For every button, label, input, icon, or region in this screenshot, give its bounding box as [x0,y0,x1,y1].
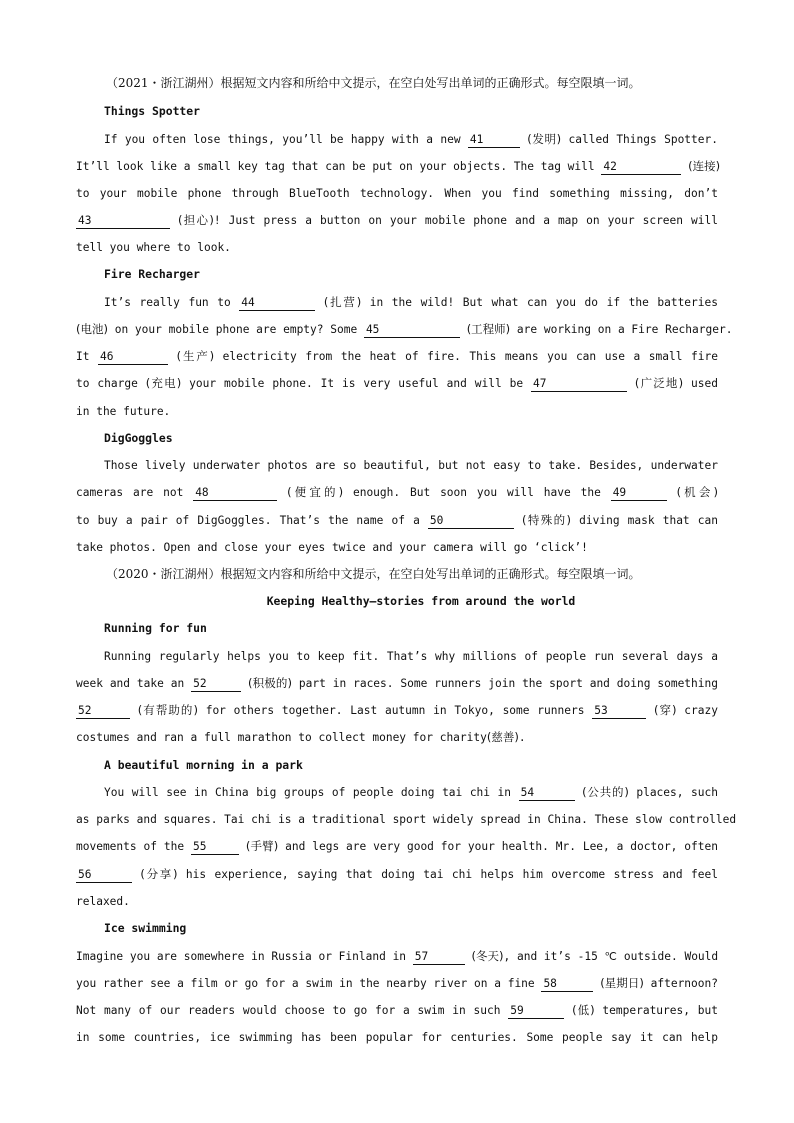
paragraph-line [76,724,718,751]
paragraph-line: as parks and squares. Tai chi is a traditional sport widely spread in China. These slow controlled [76,813,737,826]
text-run: and legs are very good for your health. Mr. Lee, a doctor, often [278,840,718,853]
chinese-hint: (广泛地) [634,376,684,390]
text-run: enough. But soon you will have the [343,486,611,499]
text-run: your mobile phone. It is very useful and will be [181,377,531,390]
paragraph-line: in some countries, ice swimming has been popular for centuries. Some people say it can help [76,1031,718,1044]
chinese-hint: (冬天) [471,949,504,963]
paragraph-line [104,126,718,153]
paragraph-line [76,370,718,397]
text-run: are working on a Fire Recharger. [510,323,733,336]
chinese-hint: (慈善) [486,730,519,744]
answer-blank-53[interactable]: 53 [592,704,646,719]
paragraph-line [104,289,718,316]
chinese-hint: (电池) [76,322,108,336]
text-run: Not many of our readers would choose to go for a swim in such [76,1004,509,1017]
text-run: temperatures, but [594,1004,718,1017]
chinese-hint: (连接) [688,159,721,173]
text-run: on your mobile phone are empty? Some [107,323,364,336]
answer-blank-59[interactable]: 59 [508,1004,564,1019]
heading-running-for-fun: Running for fun [104,621,207,635]
chinese-hint: (积极的) [247,676,293,690]
answer-blank-41[interactable]: 41 [468,133,520,148]
answer-blank-42[interactable]: 42 [601,160,681,175]
text-run: ! Just press a button on your mobile phone and a map on your screen will [213,214,718,227]
text-run: part in races. Some runners join the sport and doing something [292,677,718,690]
text-run: called Things Spotter. [561,133,718,146]
text-run: If you often lose things, you’ll be happy with a new [104,133,468,146]
paragraph-line [76,670,718,697]
chinese-hint: (生产) [176,349,215,363]
answer-blank-49[interactable]: 49 [611,486,667,501]
paragraph-line: in the future. [76,405,171,418]
text-run: to charge [76,377,146,390]
paragraph-line: Running regularly helps you to keep fit. That’s why millions of people run several days a [104,650,718,663]
answer-blank-55[interactable]: 55 [191,840,239,855]
paragraph-line [76,207,718,234]
text-run: It [76,350,99,363]
section-intro: （2021・浙江湖州）根据短文内容和所给中文提示，在空白处写出单词的正确形式。每空限填一词。 [106,76,641,90]
paragraph-line [76,997,718,1024]
paragraph-line [76,153,721,180]
text-run: It’s really fun to [104,296,240,309]
text-run: places, such [628,786,718,799]
heading-fire-recharger: Fire Recharger [104,267,201,281]
chinese-hint: (充电) [145,376,182,390]
answer-blank-47[interactable]: 47 [531,377,627,392]
chinese-hint: (工程师) [466,322,511,336]
text-run: diving mask that can [571,514,718,527]
text-run: costumes and ran a full marathon to collect money for charity [76,731,487,744]
chinese-hint: (穿) [653,703,677,717]
paragraph-line [76,507,718,534]
answer-blank-48[interactable]: 48 [193,486,277,501]
paragraph-line: to your mobile phone through BlueTooth technology. When you find something missing, don’t [76,187,718,200]
text-run: You will see in China big groups of people doing tai chi in [104,786,519,799]
chinese-hint: (星期日) [600,976,644,990]
section-intro: （2020・浙江湖州）根据短文内容和所给中文提示，在空白处写出单词的正确形式。每空限填一词。 [106,567,641,581]
paragraph-line: relaxed. [76,895,130,908]
chinese-hint: (低) [572,1003,595,1017]
article-title: Keeping Healthy—stories from around the world [266,594,576,608]
chinese-hint: (手臂) [245,839,279,853]
heading-diggoggles: DigGoggles [104,431,173,445]
chinese-hint: (扎营) [323,295,362,309]
text-run: electricity from the heat of fire. This means you can use a small fire [214,350,718,363]
paragraph-line [76,697,718,724]
heading-ice-swimming: Ice swimming [104,921,187,935]
chinese-hint: (机会) [676,485,718,499]
answer-blank-44[interactable]: 44 [239,296,315,311]
chinese-hint: (发明) [527,132,562,146]
paragraph-line [76,316,733,343]
text-run: movements of the [76,840,191,853]
paragraph-line [76,861,718,888]
chinese-hint: (有帮助的) [137,703,198,717]
chinese-hint: (担心) [178,213,214,227]
answer-blank-58[interactable]: 58 [541,977,593,992]
text-run: It’ll look like a small key tag that can be put on your objects. The tag will [76,160,602,173]
chinese-hint: (特殊的) [522,513,572,527]
paragraph-line: tell you where to look. [76,241,231,254]
answer-blank-56[interactable]: 56 [76,868,132,883]
text-run: . [518,731,526,744]
text-run: cameras are not [76,486,194,499]
text-run: week and take an [76,677,192,690]
text-run: used [683,377,718,390]
text-run: his experience, saying that doing tai chi helps him overcome stress and feel [177,868,718,881]
paragraph-line [104,779,718,806]
answer-blank-52a[interactable]: 52 [191,677,241,692]
paragraph-line: Those lively underwater photos are so beautiful, but not easy to take. Besides, underwater [104,459,718,472]
heading-things-spotter: Things Spotter [104,104,201,118]
paragraph-line [76,343,718,370]
heading-morning-in-park: A beautiful morning in a park [104,758,303,772]
paragraph-line: take photos. Open and close your eyes twice and your camera will go ‘click’! [76,541,588,554]
answer-blank-50[interactable]: 50 [428,514,514,529]
answer-blank-52b[interactable]: 52 [76,704,130,719]
answer-blank-57[interactable]: 57 [413,950,465,965]
chinese-hint: (便宜的) [287,485,344,499]
answer-blank-43[interactable]: 43 [76,214,170,229]
text-run: you rather see a film or go for a swim in the nearby river on a fine [76,977,542,990]
text-run: for others together. Last autumn in Tokyo, some runners [197,704,593,717]
text-run: afternoon? [643,977,718,990]
answer-blank-45[interactable]: 45 [364,323,460,338]
text-run: to buy a pair of DigGoggles. That’s the name of a [76,514,428,527]
answer-blank-54[interactable]: 54 [519,786,575,801]
text-run: , and it’s -15 ℃ outside. Would [503,950,719,963]
chinese-hint: (分享) [140,867,178,881]
text-run: crazy [676,704,718,717]
answer-blank-46[interactable]: 46 [98,350,168,365]
paragraph-line [76,479,718,506]
text-run: Imagine you are somewhere in Russia or Finland in [76,950,413,963]
text-run: in the wild! But what can you do if the batteries [361,296,718,309]
paragraph-line [76,833,718,860]
paragraph-line [76,970,718,997]
chinese-hint: (公共的) [582,785,629,799]
paragraph-line [76,943,718,970]
